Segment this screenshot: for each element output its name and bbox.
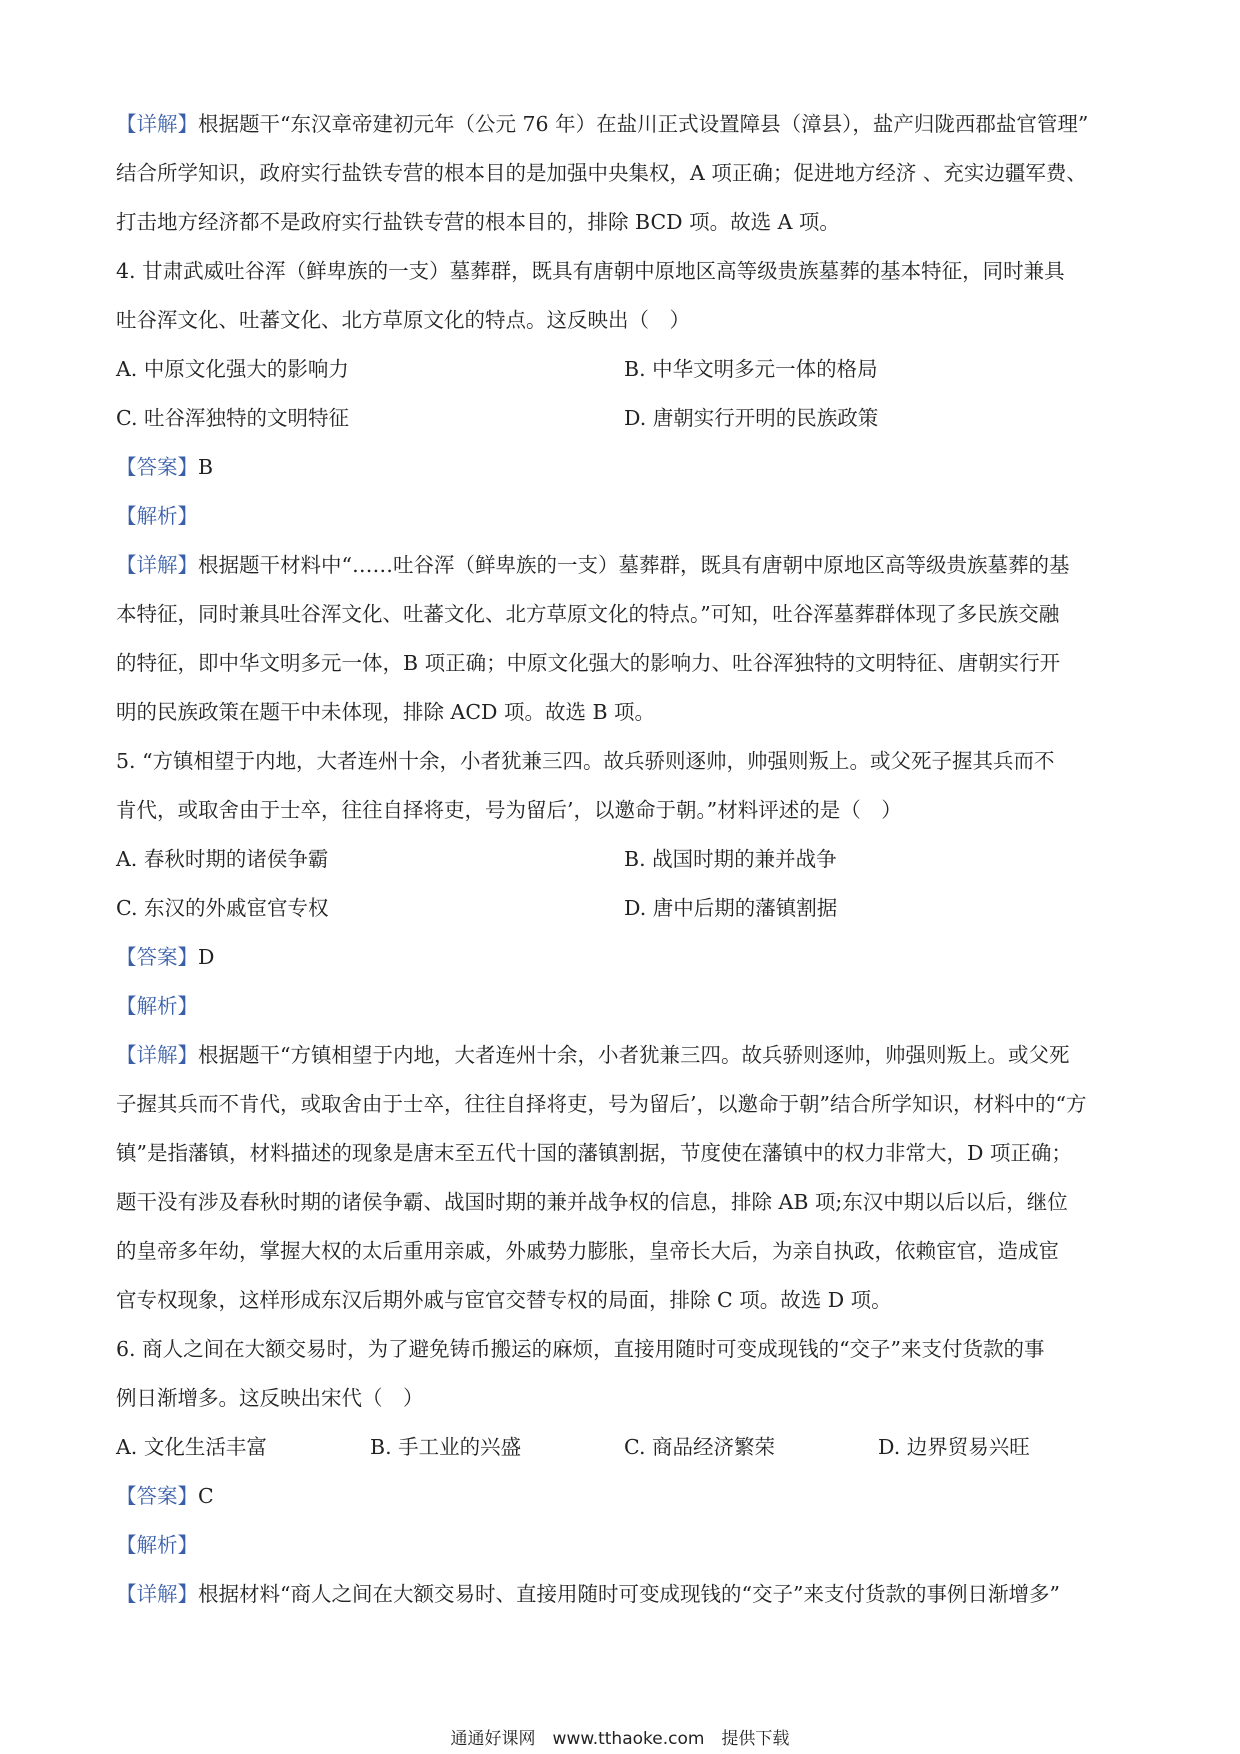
answer-tag: 【答案】 bbox=[116, 1484, 198, 1508]
q5-detail-line-5: 的皇帝多年幼，掌握大权的太后重用亲戚，外戚势力膨胀，皇帝长大后，为亲自执政，依赖宦官，造成宦 bbox=[116, 1239, 1059, 1263]
q5-detail-line-2: 子握其兵而不肯代，或取舍由于士卒，往往自择将吏，号为留后’，以邀命于朝”结合所学知识，材料中的“方 bbox=[116, 1092, 1087, 1116]
q5-options-row-2 bbox=[116, 884, 1136, 933]
q4-option-a: A. 中原文化强大的影响力 bbox=[116, 357, 349, 381]
q6-answer: 【答案】C bbox=[116, 1484, 214, 1508]
q4-detail-line-4: 明的民族政策在题干中未体现，排除 ACD 项。故选 B 项。 bbox=[116, 700, 656, 724]
q5-option-b: B. 战国时期的兼并战争 bbox=[624, 847, 837, 871]
answer-tag: 【答案】 bbox=[116, 945, 198, 969]
q6-stem-line-2: 例日渐增多。这反映出宋代（ ） bbox=[116, 1386, 424, 1410]
q5-answer: 【答案】D bbox=[116, 945, 215, 969]
q4-options-row-1 bbox=[116, 345, 1136, 394]
q3-detail-line-1: 【详解】根据题干“东汉章帝建初元年（公元 76 年）在盐川正式设置障县（漳县），盐产归陇西郡盐官管理” bbox=[116, 112, 1089, 136]
q4-answer: 【答案】B bbox=[116, 455, 214, 479]
q5-stem-line-2: 肯代，或取舍由于士卒，往往自择将吏，号为留后’，以邀命于朝。”材料评述的是（ ） bbox=[116, 798, 902, 822]
page-footer: 通通好课网 www.tthaoke.com 提供下载 bbox=[450, 1729, 790, 1749]
q6-detail-line-1: 【详解】根据材料“商人之间在大额交易时、直接用随时可变成现钱的“交子”来支付货款的事例日渐增多” bbox=[116, 1582, 1060, 1606]
q6-stem-line-1: 6. 商人之间在大额交易时，为了避免铸币搬运的麻烦，直接用随时可变成现钱的“交子”来支付货款的事 bbox=[116, 1337, 1045, 1361]
q5-options-row-1 bbox=[116, 835, 1136, 884]
detail-tag: 【详解】 bbox=[116, 112, 198, 136]
q4-analysis-tag: 【解析】 bbox=[116, 504, 198, 528]
q6-analysis-tag: 【解析】 bbox=[116, 1533, 198, 1557]
q4-detail-line-1: 【详解】根据题干材料中“……吐谷浑（鲜卑族的一支）墓葬群，既具有唐朝中原地区高等级贵族墓葬的基 bbox=[116, 553, 1070, 577]
q6-options-row bbox=[116, 1423, 1136, 1472]
q4-detail-line-3: 的特征，即中华文明多元一体，B 项正确；中原文化强大的影响力、吐谷浑独特的文明特征、唐朝实行开 bbox=[116, 651, 1061, 675]
q4-stem-line-2: 吐谷浑文化、吐蕃文化、北方草原文化的特点。这反映出（ ） bbox=[116, 308, 690, 332]
q5-option-c: C. 东汉的外戚宦官专权 bbox=[116, 896, 329, 920]
q3-detail-line-2: 结合所学知识，政府实行盐铁专营的根本目的是加强中央集权，A 项正确；促进地方经济 、充实边疆军费、 bbox=[116, 161, 1087, 185]
q5-detail-line-3: 镇”是指藩镇，材料描述的现象是唐末至五代十国的藩镇割据，节度使在藩镇中的权力非常大，D 项正确； bbox=[116, 1141, 1072, 1165]
detail-tag: 【详解】 bbox=[116, 553, 198, 577]
q5-stem-line-1: 5. “方镇相望于内地，大者连州十余，小者犹兼三四。故兵骄则逐帅，帅强则叛上。或父死子握其兵而不 bbox=[116, 749, 1055, 773]
q4-option-b: B. 中华文明多元一体的格局 bbox=[624, 357, 878, 381]
q6-option-a: A. 文化生活丰富 bbox=[116, 1435, 267, 1459]
q5-option-d: D. 唐中后期的藩镇割据 bbox=[624, 896, 838, 920]
q5-detail-line-6: 官专权现象，这样形成东汉后期外戚与宦官交替专权的局面，排除 C 项。故选 D 项。 bbox=[116, 1288, 892, 1312]
q4-option-c: C. 吐谷浑独特的文明特征 bbox=[116, 406, 349, 430]
q4-stem-line-1: 4. 甘肃武威吐谷浑（鲜卑族的一支）墓葬群，既具有唐朝中原地区高等级贵族墓葬的基本特征，同时兼具 bbox=[116, 259, 1065, 283]
q4-detail-line-2: 本特征，同时兼具吐谷浑文化、吐蕃文化、北方草原文化的特点。”可知，吐谷浑墓葬群体现了多民族交融 bbox=[116, 602, 1060, 626]
q3-detail-line-3: 打击地方经济都不是政府实行盐铁专营的根本目的，排除 BCD 项。故选 A 项。 bbox=[116, 210, 840, 234]
q6-option-b: B. 手工业的兴盛 bbox=[370, 1435, 522, 1459]
q5-analysis-tag: 【解析】 bbox=[116, 994, 198, 1018]
q6-option-d: D. 边界贸易兴旺 bbox=[878, 1435, 1030, 1459]
q6-option-c: C. 商品经济繁荣 bbox=[624, 1435, 775, 1459]
q4-options-row-2 bbox=[116, 394, 1136, 443]
detail-tag: 【详解】 bbox=[116, 1043, 198, 1067]
q5-detail-line-4: 题干没有涉及春秋时期的诸侯争霸、战国时期的兼并战争权的信息，排除 AB 项;东汉中期以后以后，继位 bbox=[116, 1190, 1068, 1214]
q4-option-d: D. 唐朝实行开明的民族政策 bbox=[624, 406, 879, 430]
answer-tag: 【答案】 bbox=[116, 455, 198, 479]
detail-tag: 【详解】 bbox=[116, 1582, 198, 1606]
document-page bbox=[116, 100, 1136, 1619]
q5-detail-line-1: 【详解】根据题干“方镇相望于内地，大者连州十余，小者犹兼三四。故兵骄则逐帅，帅强则叛上。或父死 bbox=[116, 1043, 1070, 1067]
q5-option-a: A. 春秋时期的诸侯争霸 bbox=[116, 847, 329, 871]
